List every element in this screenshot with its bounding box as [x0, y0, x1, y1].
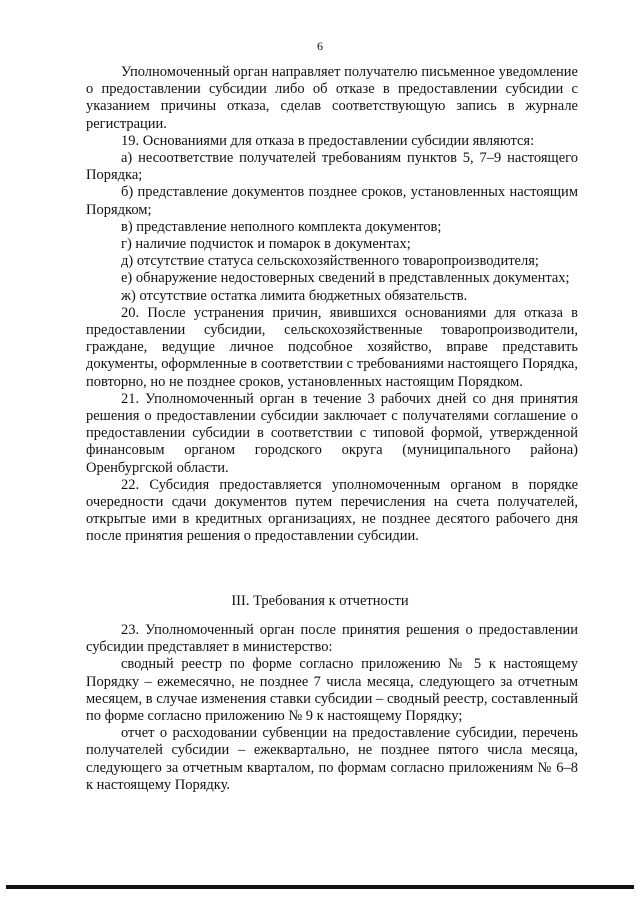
paragraph-notification: Уполномоченный орган направляет получателю письменное уведомление о предоставлении субсидии либо об отказе в предоставлении субсидии с указанием причины отказа, сделав соответствующую запись в журнале регистрации.: [86, 64, 578, 132]
list-item-e: е) обнаружение недостоверных сведений в представленных документах;: [121, 270, 570, 287]
page-number: 6: [317, 39, 323, 53]
paragraph-22: 22. Субсидия предоставляется уполномоченным органом в порядке очередности сдачи документов путем перечисления на счета получателей, открытые ими в кредитных организациях, не позднее десятого рабочего дня после принятия решения о предоставлении субсидии.: [86, 476, 578, 545]
document-body-bottom: [86, 622, 578, 794]
paragraph-20: 20. После устранения причин, явившихся основаниями для отказа в предоставлении субсидии, сельскохозяйственные товаропроизводители, граждане, ведущие личное подсобное хозяйство, вправе представить документы, оформленные в соответствии с требованиями настоящего Порядка, повторно, но не позднее сроков, установленных настоящим Порядком.: [86, 304, 578, 390]
paragraph-21: 21. Уполномоченный орган в течение 3 рабочих дней со дня принятия решения о предоставлении субсидии заключает с получателями соглашение о предоставлении субсидии в соответствии с типовой формой, утвержденной финансовым органом городского округа (муниципального района) Оренбургской области.: [86, 390, 578, 476]
list-item-d: д) отсутствие статуса сельскохозяйственного товаропроизводителя;: [121, 253, 539, 270]
list-item-zh: ж) отсутствие остатка лимита бюджетных обязательств.: [121, 287, 468, 304]
bottom-border-line: [6, 885, 634, 889]
section-heading: III. Требования к отчетности: [231, 593, 409, 609]
paragraph-expense-report: отчет о расходовании субвенции на предоставление субсидии, перечень получателей субсидии – ежеквартально, не позднее пятого числа месяца, следующего за отчетным кварталом, по формам согласно приложениям № 6–8 к настоящему Порядку.: [86, 725, 578, 793]
paragraph-19: 19. Основаниями для отказа в предоставлении субсидии являются:: [121, 132, 535, 149]
list-item-v: в) представление неполного комплекта документов;: [121, 218, 442, 235]
paragraph-summary-registry: сводный реестр по форме согласно приложению № 5 к настоящему Порядку – ежемесячно, не позднее 7 числа месяца, следующего за отчетным месяцем, в случае изменения ставки субсидии – сводный реестр, составленный по форме согласно приложению № 9 к настоящему Порядку;: [86, 656, 578, 725]
list-item-b: б) представление документов позднее сроков, установленных настоящим Порядком;: [86, 184, 578, 218]
document-body-top: [86, 64, 578, 546]
list-item-a: а) несоответствие получателей требованиям пунктов 5, 7–9 настоящего Порядка;: [86, 150, 578, 184]
paragraph-23: 23. Уполномоченный орган после принятия решения о предоставлении субсидии представляет в министерство:: [86, 622, 578, 656]
list-item-g: г) наличие подчисток и помарок в документах;: [121, 236, 411, 253]
